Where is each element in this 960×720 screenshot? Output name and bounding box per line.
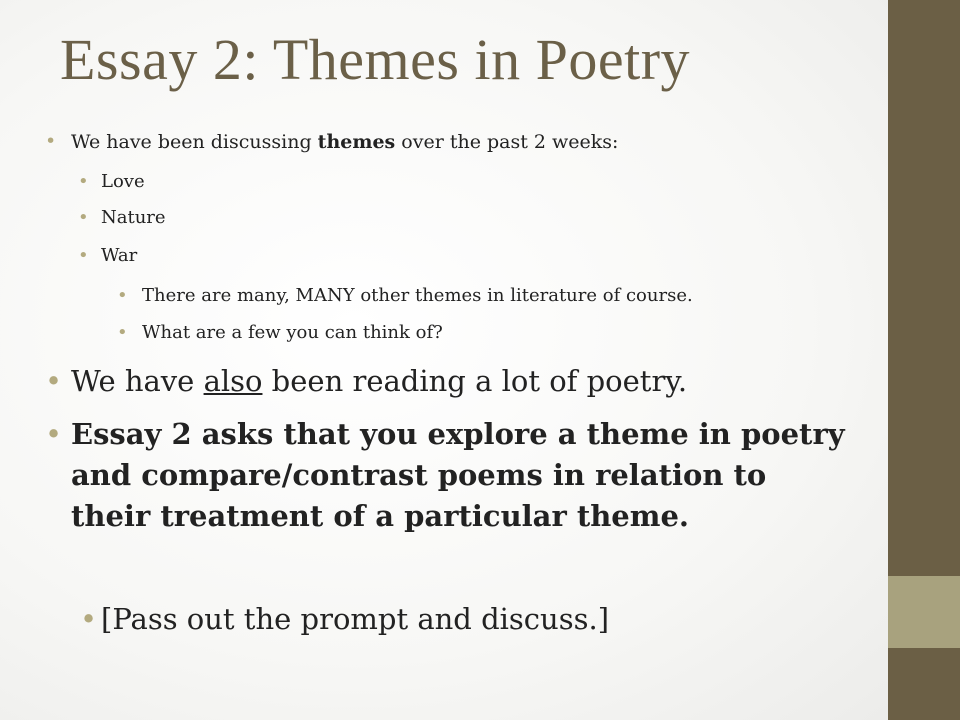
bullet-dot: • [45, 417, 63, 451]
bullet-dot: • [117, 285, 128, 306]
bullet-dot: • [78, 171, 89, 192]
bullet-dot: • [78, 207, 89, 228]
bullet-text: been reading a lot of poetry. [262, 364, 688, 398]
bullet-text: We have [71, 364, 204, 398]
bullet-war: War [101, 245, 138, 266]
bullet-text: We have been discussing [71, 131, 318, 153]
bullet-love: Love [101, 171, 145, 192]
decorative-sidebar [888, 0, 960, 720]
bullet-underlined: also [203, 364, 263, 398]
bullet-dot: • [78, 245, 89, 266]
slide-title: Essay 2: Themes in Poetry [60, 27, 691, 92]
bullet-emphasis: themes [317, 131, 396, 153]
bullet-text: over the past 2 weeks: [395, 131, 619, 153]
bullet-nature: Nature [101, 207, 166, 228]
bullet-dot: • [80, 602, 98, 636]
bullet-dot: • [117, 322, 128, 343]
bullet-dot: • [45, 130, 57, 152]
bullet-reading-poetry [71, 364, 687, 398]
sidebar-accent-block [888, 576, 960, 648]
bullet-few-themes: What are a few you can think of? [142, 322, 443, 343]
bullet-essay-description: Essay 2 asks that you explore a theme in poetry and compare/contrast poems in relation to their treatment of a particular theme. [71, 417, 845, 533]
bullet-discussing-themes [71, 131, 618, 153]
bullet-many-themes: There are many, MANY other themes in literature of course. [142, 285, 693, 306]
bullet-dot: • [45, 364, 63, 398]
bullet-pass-out-prompt: [Pass out the prompt and discuss.] [101, 602, 610, 636]
